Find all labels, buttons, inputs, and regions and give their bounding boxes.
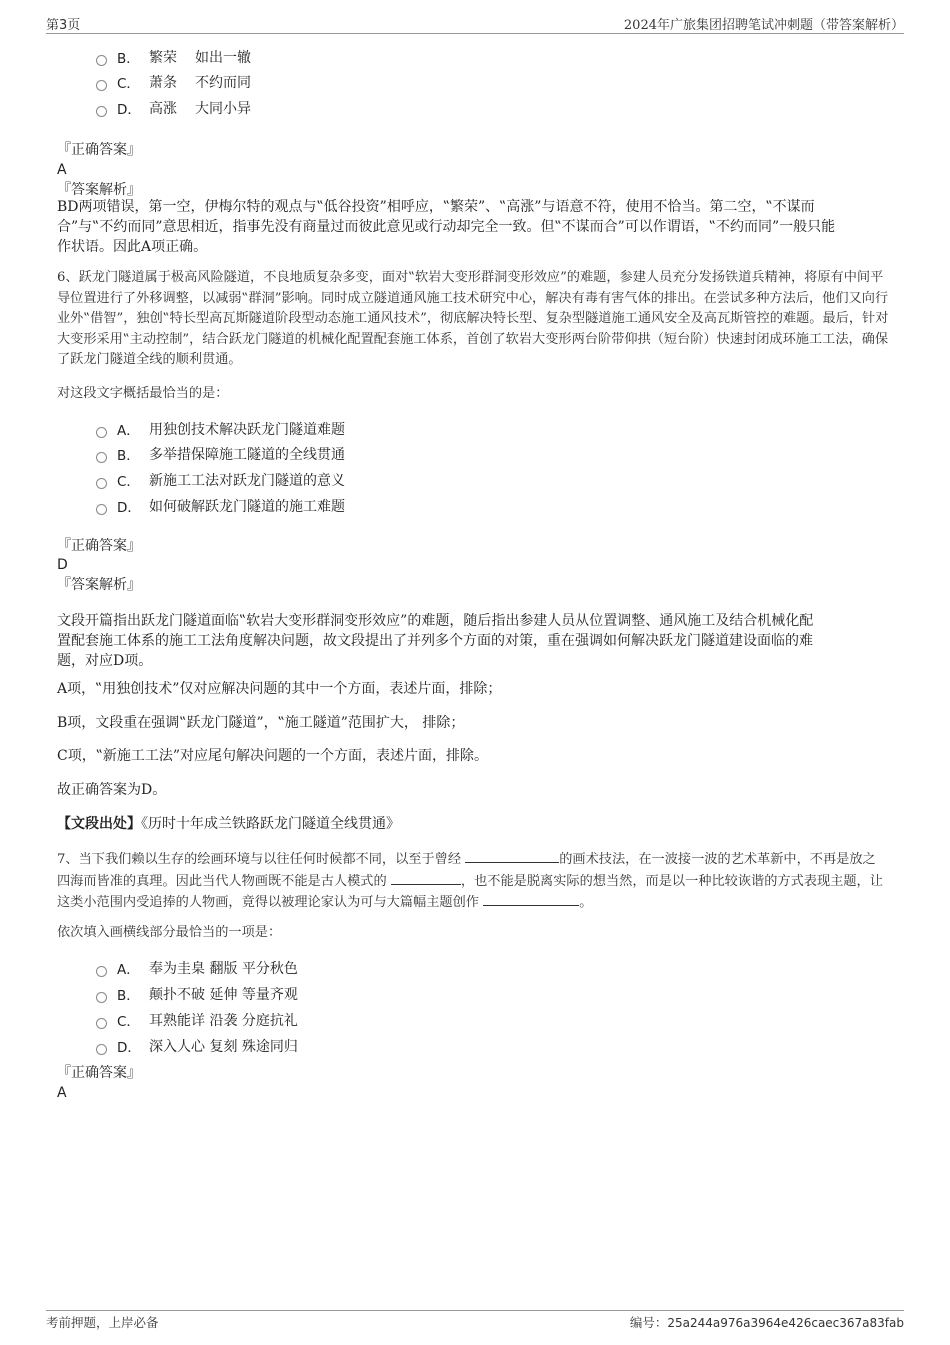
q5-answer-label: 『正确答案』 [57, 142, 141, 158]
q5-answer: A [57, 162, 67, 178]
radio-icon[interactable] [96, 478, 107, 489]
radio-icon[interactable] [96, 427, 107, 438]
page-header [46, 14, 904, 32]
q5-option-d[interactable]: D． 高涨 大同小异 [96, 98, 251, 118]
document-code: 编号：25a244a976a3964e426caec367a83fab [629, 1315, 904, 1330]
radio-icon[interactable] [96, 504, 107, 515]
q6-answer-label: 『正确答案』 [57, 538, 141, 554]
fill-blank-3[interactable] [483, 892, 579, 906]
q7-option-c[interactable]: C． 耳熟能详 沿袭 分庭抗礼 [96, 1010, 298, 1030]
q5-option-b[interactable]: B． 繁荣 如出一辙 [96, 47, 251, 67]
q5-analysis: BD两项错误，第一空，伊梅尔特的观点与‟低谷投资”相呼应，‟繁荣”、‟高涨”与语意不符，使用不恰当。第二空，‟不谋而 合”与‟不约而同”意思相近，指事先没有商量过而彼此意见或行动却完全一致。但‟不谋而合”可以作谓语，‟不约而同”一般只能 作状语。因此A项正确。 [57, 199, 836, 255]
q7-option-b[interactable]: B． 颠扑不破 延伸 等量齐观 [96, 984, 298, 1004]
q5-analysis-label: 『答案解析』 [57, 182, 141, 198]
q6-question: 对这段文字概括最恰当的是： [57, 386, 229, 401]
q7-stem: 7、当下我们赖以生存的绘画环境与以往任何时候都不同，以至于曾经 的画术技法，在一波接一波的艺术革新中，不再是放之 四海而皆准的真理。因此当代人物画既不能是古人模式的 ，也不能是脱离实际的想当然，而是以一种比较诙谐的方式表现主题，让 这类小范围内受追捧的人物画，竟得以被理论家认为可与大篇幅主题创作 。 [57, 849, 899, 914]
page-footer [46, 1313, 904, 1331]
footer-divider [46, 1310, 904, 1311]
q5-option-c[interactable]: C． 萧条 不约而同 [96, 72, 251, 92]
page-number: 第3页 [46, 18, 81, 33]
q6-source: 【文段出处】《历时十年成兰铁路跃龙门隧道全线贯通》 [57, 816, 400, 832]
radio-icon[interactable] [96, 55, 107, 66]
radio-icon[interactable] [96, 452, 107, 463]
fill-blank-2[interactable] [391, 871, 461, 885]
q7-answer-label: 『正确答案』 [57, 1065, 141, 1081]
q6-analysis-a: A项，‟用独创技术”仅对应解决问题的其中一个方面，表述片面，排除； [57, 681, 502, 697]
q6-stem: 6、跃龙门隧道属于极高风险隧道，不良地质复杂多变，面对‟软岩大变形群洞变形效应”的难题，参建人员充分发扬铁道兵精神，将原有中间平 导位置进行了外移调整，以减弱‟群洞”影响。同时成立隧道通风施工技术研究中心，解决有毒有害气体的排出。在尝试多种方法后，他们又向行 业外‟借智”，独创‟特长型高瓦斯隧道阶段型动态施工通风技术”，彻底解决特长型、复杂型隧道施工通风安全及高瓦斯管控的难题。最后，针对 大变形采用‟主动控制”，结合跃龙门隧道的机械化配置配套施工体系，首创了软岩大变形两台阶带仰拱（短台阶）快速封闭成环施工工法，确保 了跃龙门隧道全线的顺利贯通。 [57, 270, 889, 367]
q6-answer: D [57, 557, 68, 573]
radio-icon[interactable] [96, 966, 107, 977]
footer-slogan: 考前押题，上岸必备 [46, 1315, 159, 1330]
q7-answer: A [57, 1085, 67, 1101]
radio-icon[interactable] [96, 1018, 107, 1029]
q6-option-c[interactable]: C． 新施工工法对跃龙门隧道的意义 [96, 470, 345, 490]
q6-analysis-c: C项，‟新施工工法”对应尾句解决问题的一个方面，表述片面，排除。 [57, 748, 489, 764]
header-divider [46, 33, 904, 34]
q7-question: 依次填入画横线部分最恰当的一项是： [57, 925, 282, 940]
q6-option-b[interactable]: B． 多举措保障施工隧道的全线贯通 [96, 444, 345, 464]
radio-icon[interactable] [96, 80, 107, 91]
q6-analysis: 文段开篇指出跃龙门隧道面临‟软岩大变形群洞变形效应”的难题，随后指出参建人员从位置调整、通风施工及结合机械化配 置配套施工体系的施工工法角度解决问题，故文段提出了并列多个方面的对策，重在强调如何解决跃龙门隧道建设面临的难 题，对应D项。 [57, 613, 814, 669]
radio-icon[interactable] [96, 106, 107, 117]
q6-analysis-b: B项，文段重在强调‟跃龙门隧道”，‟施工隧道”范围扩大， 排除； [57, 715, 465, 731]
q6-conclusion: 故正确答案为D。 [57, 782, 167, 798]
document-title: 2024年广旅集团招聘笔试冲刺题（带答案解析） [623, 18, 904, 33]
q6-analysis-label: 『答案解析』 [57, 577, 141, 593]
q7-option-a[interactable]: A． 奉为圭臬 翻版 平分秋色 [96, 958, 298, 978]
fill-blank-1[interactable] [465, 849, 559, 863]
q7-option-d[interactable]: D． 深入人心 复刻 殊途同归 [96, 1036, 298, 1056]
q6-option-d[interactable]: D． 如何破解跃龙门隧道的施工难题 [96, 496, 345, 516]
radio-icon[interactable] [96, 1044, 107, 1055]
radio-icon[interactable] [96, 992, 107, 1003]
q6-option-a[interactable]: A． 用独创技术解决跃龙门隧道难题 [96, 419, 345, 439]
